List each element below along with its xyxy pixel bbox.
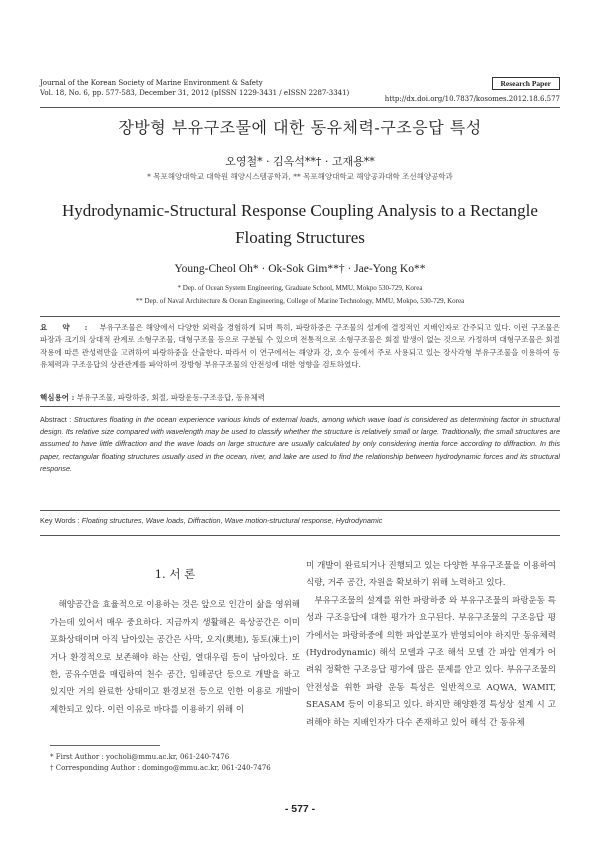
doi-link[interactable]: http://dx.doi.org/10.7837/kosomes.2012.18.6.577 [384, 95, 560, 103]
footnotes [50, 752, 271, 774]
body-top-rule [40, 535, 560, 536]
abstract-english-label: Abstract : [40, 415, 72, 424]
footnote-corresponding-author: † Corresponding Author : domingo@mmu.ac.kr, 061-240-7476 [50, 764, 271, 772]
abstract-korean-label: 요 약 : [40, 323, 94, 332]
header-rule [40, 107, 560, 108]
affiliation-korean: * 목포해양대학교 대학원 해양시스템공학과, ** 목포해양대학교 해양공과대학 조선해양공학과 [147, 172, 453, 181]
keywords-english-text: Floating structures, Wave loads, Diffraction, Wave motion-structural response, Hydrodynamic [81, 516, 383, 525]
body-column-right [306, 558, 556, 732]
footnote-rule [50, 745, 160, 746]
affiliation-english [0, 282, 600, 308]
abstract-top-rule [40, 316, 560, 317]
keywords-korean [40, 392, 560, 403]
intro-paragraph-2: 부유구조물의 설계를 위한 파랑하중 와 부유구조물의 파랑운동 특성과 구조응답에 대한 평가가 요구된다. 부유구조물의 구조응답 평가에서는 파랑하중에 의한 파압분포가 반영되어야 하지만 동유체력(Hydrodynamic) 해석 모델과 구조 해석 모델 간 파압 연계가 어려워 정확한 구조응답 평가에 많은 문제를 안고 있다. 부유구조물의 안전성을 위한 파랑 운동 특성은 일반적으로 AQWA, WAMIT, SEASAM 등이 이용되고 있다. 하지만 해양환경 특성상 설계 시 고려해야 하는 지배인자가 다수 존재하고 있어 해석 간 동유체 [306, 595, 556, 728]
abstract-korean [40, 322, 560, 371]
research-paper-badge: Research Paper [492, 77, 560, 90]
intro-paragraph-continued: 미 개발이 완료되거나 진행되고 있는 다양한 부유구조물을 이용하여 식량, 거주 공간, 자원을 확보하기 위해 노력하고 있다. [306, 561, 556, 589]
keywords-korean-text: 부유구조물, 파랑하중, 회절, 파랑운동-구조응답, 동유체력 [76, 393, 265, 402]
journal-volume: Vol. 18, No. 6, pp. 577-583, December 31, 2012 (pISSN 1229-3431 / eISSN 2287-3341) [40, 89, 350, 97]
title-korean: 장방형 부유구조물에 대한 동유체력-구조응답 특성 [118, 118, 482, 137]
keywords-rule [40, 510, 560, 511]
keywords-english-label: Key Words : [40, 516, 80, 525]
abstract-english-text: Structures floating in the ocean experience various kinds of external loads, among which wave load is considered as determining factor in structural design. Its relative size compared with wavelength may be used to classify whether the structure is relatively small or large. Traditionally, the small structures are assumed to have little diffraction and the wave loads on large structure are usually calculated by only considering inertia force according to diffraction. In this paper, rectangular floating structures usually used in the ocean, river, and lake are used to find the relationship between hydrodynamic forces and its structural response. [40, 415, 560, 473]
keywords-korean-label: 핵심용어 : [40, 393, 75, 402]
authors-english: Young-Cheol Oh* · Ok-Sok Gim**† · Jae-Yong Ko** [174, 263, 426, 275]
affiliation-english-1: * Dep. of Ocean System Engineering, Graduate School, MMU, Mokpo 530-729, Korea [177, 284, 423, 292]
footnote-first-author: * First Author : yocholi@mmu.ac.kr, 061-240-7476 [50, 753, 230, 761]
page-number: - 577 - [284, 803, 316, 815]
abstract-mid-rule [40, 406, 560, 407]
abstract-english [40, 410, 560, 475]
intro-paragraph-1: 해양공간을 효율적으로 이용하는 것은 앞으로 인간이 삶을 영위해 가는데 있어서 매우 중요하다. 지금까지 생활해온 육상공간은 이미 포화상태이며 아직 남아있는 공간은 사막, 오지(奧地), 동토(凍土)이거나 환경적으로 보존해야 하는 산림, 열대우림 등이 남아있다. 또한, 공유수면을 매립하여 천수 공간, 임해공단 등으로 개발을 하고 있지만 거의 완료한 상태이고 환경보전 등으로 인한 이용로 개발이 제한되고 있다. 이런 이유로 바다를 이용하기 위해 이 [50, 600, 300, 715]
abstract-korean-text: 부유구조물은 해양에서 다양한 외력을 경험하게 되며 특히, 파랑하중은 구조물의 설계에 결정적인 지배인자로 간주되고 있다. 이런 구조물은 파장과 크기의 상대적 관계로 소형구조물, 대형구조물 등으로 구분될 수 있으며 전통적으로 소형구조물은 회절 발생이 없는 것으로 가정하며 대형구조물은 회절 작용에 따른 관성력만을 고려하여 파랑하중을 산출한다. 따라서 이 연구에서는 해양과 강, 호수 등에서 주로 사용되고 있는 장사각형 부유구조물을 이용하여 동유체력과 구조응답의 상관관계를 파악하여 장방형 부유구조물의 안전성에 대한 영향을 검토하였다. [40, 323, 560, 369]
journal-name: Journal of the Korean Society of Marine Environment & Safety [40, 79, 263, 87]
keywords-english [40, 516, 560, 525]
body-column-left [50, 560, 300, 719]
section-heading-introduction: 1. 서 론 [154, 567, 196, 581]
affiliation-english-2: ** Dep. of Naval Architecture & Ocean Engineering, College of Marine Technology, MMU, Mokpo, 530-729, Korea [135, 297, 465, 305]
authors-korean: 오영철* · 김옥석**† · 고재용** [225, 155, 375, 168]
title-english: Hydrodynamic-Structural Response Coupling Analysis to a Rectangle Floating Structures [62, 201, 538, 247]
